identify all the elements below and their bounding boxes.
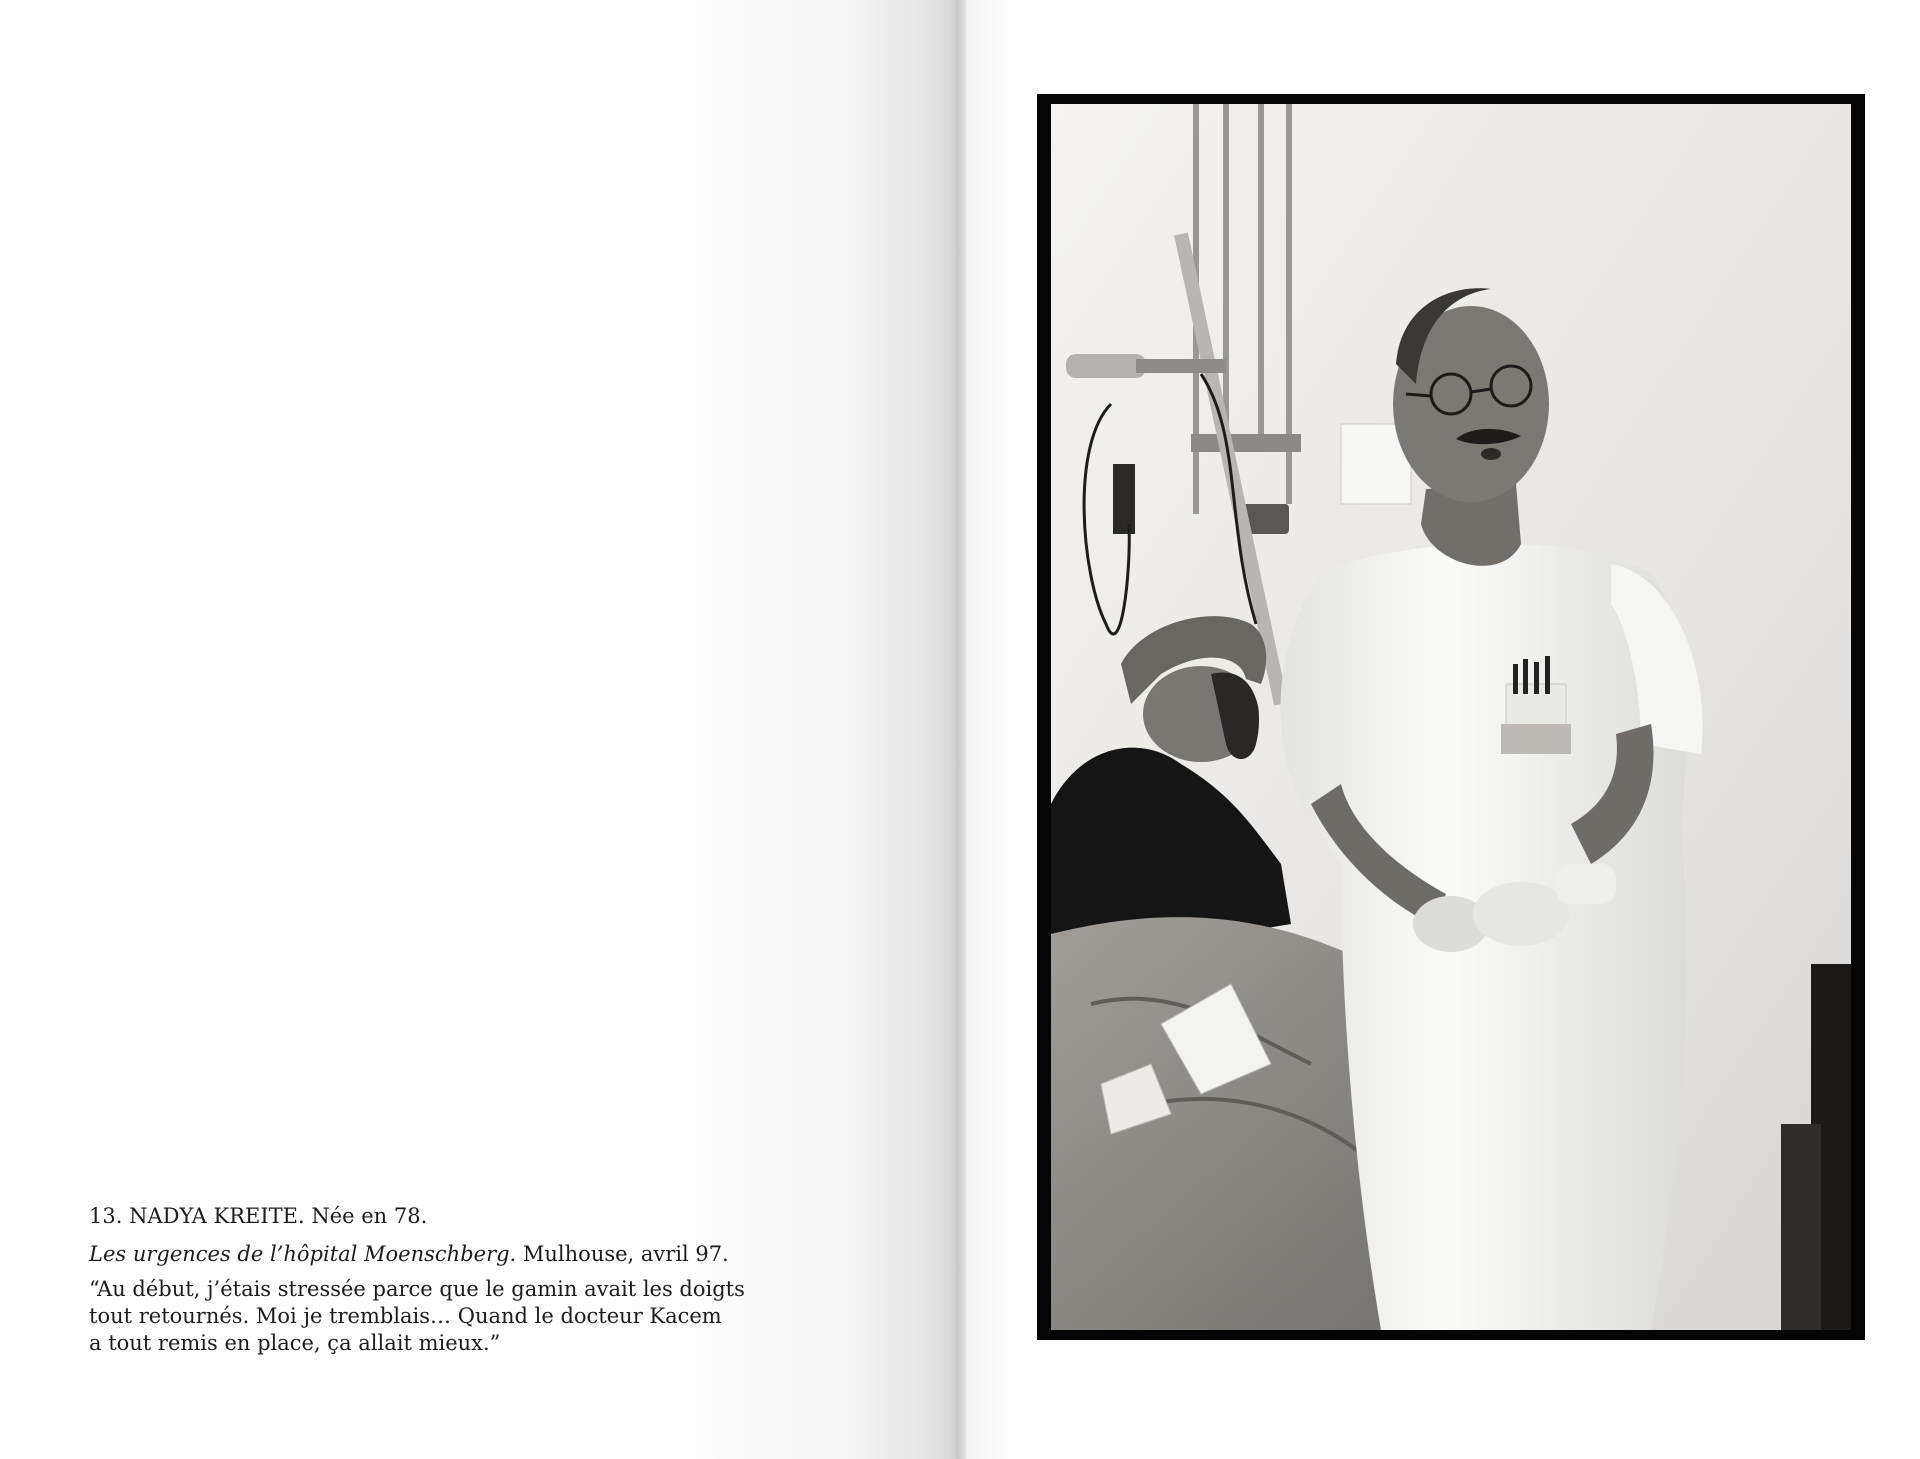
rail-bracket [1191,434,1301,452]
photograph [1051,104,1851,1330]
book-gutter [950,0,966,1459]
name-badge [1501,724,1571,754]
caption-quote-line: tout retournés. Moi je tremblais… Quand le docteur Kacem [89,1304,722,1328]
caption-quote-line: “Au début, j’étais stressée parce que le gamin avait les doigts [89,1277,745,1301]
doctor-mouth [1481,448,1501,460]
caption-quote-line: a tout remis en place, ça allait mieux.” [89,1331,501,1355]
left-page [0,0,958,1459]
gloved-hand [1473,882,1569,946]
right-page [958,0,1920,1459]
chair [1781,1124,1821,1330]
glove-cuff [1556,864,1616,904]
caption-title: 13. NADYA KREITE. Née en 78. [89,1204,428,1228]
caption-place-rest: Mulhouse, avril 97. [516,1242,729,1266]
photo-frame [1037,94,1865,1340]
photo-caption [89,1203,749,1357]
caption-place [89,1241,749,1268]
caption-place-italic: Les urgences de l’hôpital Moenschberg. [89,1242,517,1266]
photo-illustration [1051,104,1851,1330]
